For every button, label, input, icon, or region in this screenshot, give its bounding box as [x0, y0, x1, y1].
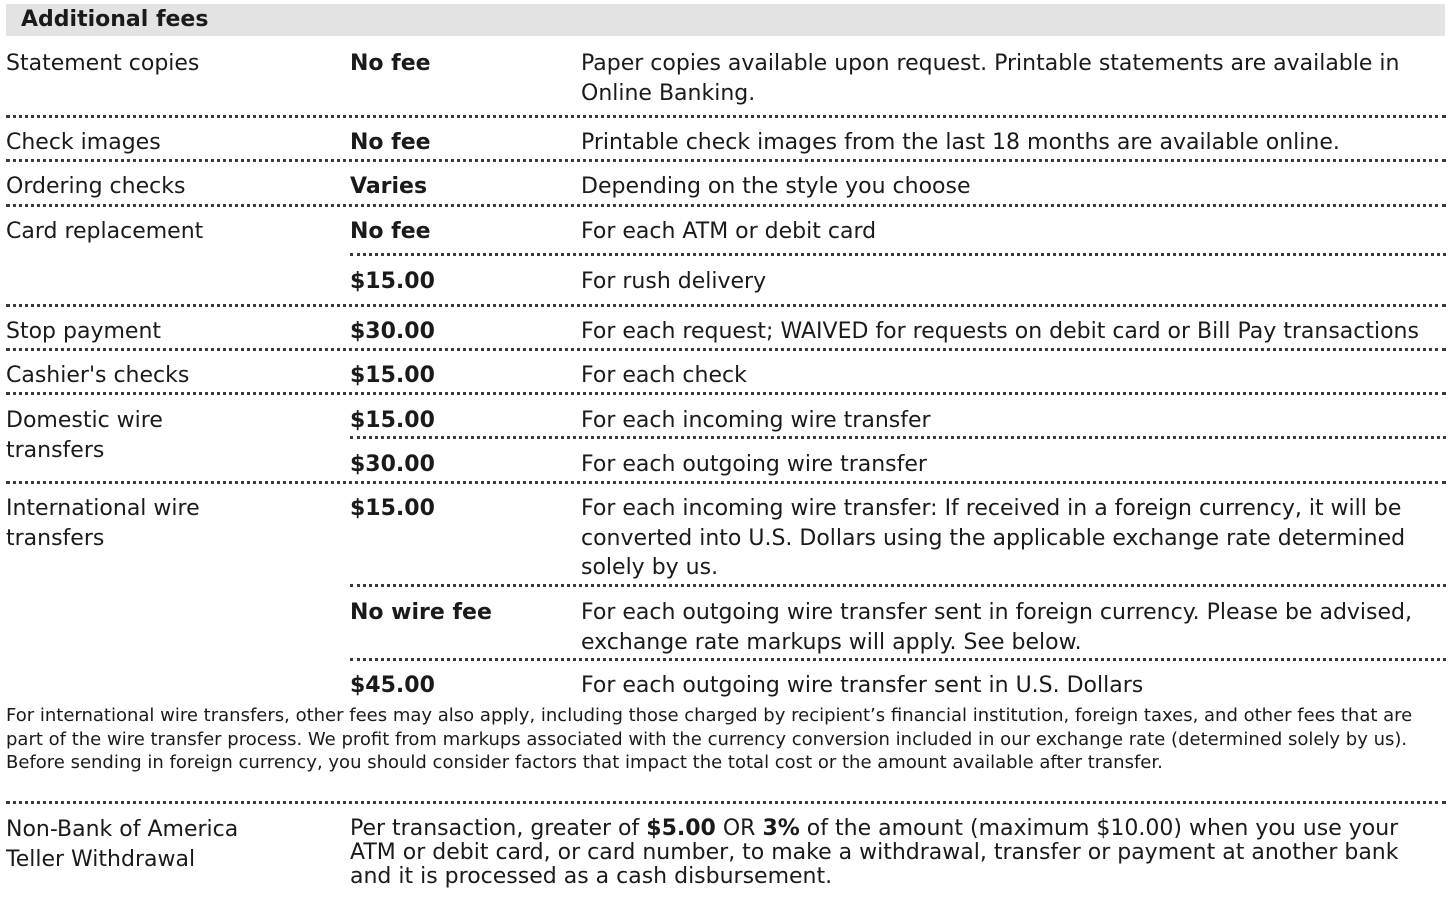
fee-ordering-checks: Varies — [350, 174, 428, 199]
row-label-ordering-checks: Ordering checks — [6, 174, 186, 199]
fee-domestic-incoming: $15.00 — [350, 408, 435, 433]
desc-rush-delivery: For rush delivery — [581, 269, 767, 294]
international-wire-footnote: For international wire transfers, other fees may also apply, including those charged by recipient’s financial institution, foreign taxes, and other fees that are part of the wire transfer process. We profit from markups associated with the currency conversion included in our exchange rate (determined solely by us). Before sending in foreign currency, you should consider factors that impact the total cost or the amount available after transfer. — [6, 705, 1413, 773]
section-title: Additional fees — [21, 7, 209, 32]
row-label-non-boa-teller: Non-Bank of America Teller Withdrawal — [6, 817, 239, 872]
desc-international-incoming: For each incoming wire transfer: If received in a foreign currency, it will be converted into U.S. Dollars using the applicable exchange rate determined solely by us. — [581, 496, 1406, 580]
desc-statement-copies: Paper copies available upon request. Printable statements are available in Online Banking. — [581, 51, 1400, 106]
fee-stop-payment: $30.00 — [350, 319, 435, 344]
row-divider — [6, 348, 1446, 351]
desc-check-images: Printable check images from the last 18 months are available online. — [581, 130, 1340, 155]
fee-cashiers-checks: $15.00 — [350, 363, 435, 388]
fee-international-outgoing-foreign: No wire fee — [350, 600, 492, 625]
row-label-statement-copies: Statement copies — [6, 51, 200, 76]
desc-international-outgoing-foreign: For each outgoing wire transfer sent in foreign currency. Please be advised, exchange rate markups will apply. See below. — [581, 600, 1412, 655]
sub-row-divider — [350, 584, 1446, 587]
sub-row-divider — [350, 658, 1446, 661]
row-label-check-images: Check images — [6, 130, 161, 155]
sub-row-divider — [350, 253, 1446, 256]
fee-international-incoming: $15.00 — [350, 496, 435, 521]
fee-rush-delivery: $15.00 — [350, 269, 435, 294]
sub-row-divider — [350, 436, 1446, 439]
row-divider — [6, 204, 1446, 207]
fee-card-replacement: No fee — [350, 219, 431, 244]
fee-domestic-outgoing: $30.00 — [350, 452, 435, 477]
non-boa-or: OR — [715, 816, 763, 841]
desc-international-outgoing-usd: For each outgoing wire transfer sent in U.S. Dollars — [581, 673, 1144, 698]
desc-non-boa-teller — [350, 817, 1446, 889]
row-divider — [6, 304, 1446, 307]
row-label-card-replacement: Card replacement — [6, 219, 204, 244]
non-boa-desc-prefix: Per transaction, greater of — [350, 816, 647, 841]
row-label-stop-payment: Stop payment — [6, 319, 162, 344]
section-header — [6, 4, 1445, 36]
row-divider — [6, 392, 1446, 395]
row-label-international-wire: International wire transfers — [6, 496, 200, 551]
row-divider — [6, 801, 1446, 804]
fee-statement-copies: No fee — [350, 51, 431, 76]
desc-stop-payment: For each request; WAIVED for requests on debit card or Bill Pay transactions — [581, 319, 1419, 344]
non-boa-amount: $5.00 — [646, 816, 716, 841]
row-divider — [6, 115, 1446, 118]
desc-card-replacement: For each ATM or debit card — [581, 219, 877, 244]
desc-cashiers-checks: For each check — [581, 363, 747, 388]
desc-domestic-incoming: For each incoming wire transfer — [581, 408, 931, 433]
row-label-cashiers-checks: Cashier's checks — [6, 363, 190, 388]
fee-check-images: No fee — [350, 130, 431, 155]
non-boa-desc-suffix: of the amount (maximum $10.00) when you use your ATM or debit card, or card number, to make a withdrawal, transfer or payment at another bank and it is processed as a cash disbursement. — [350, 816, 1399, 889]
row-divider — [6, 481, 1446, 484]
desc-domestic-outgoing: For each outgoing wire transfer — [581, 452, 927, 477]
non-boa-percent: 3% — [762, 816, 800, 841]
desc-ordering-checks: Depending on the style you choose — [581, 174, 971, 199]
row-label-domestic-wire: Domestic wire transfers — [6, 408, 163, 463]
row-divider — [6, 159, 1446, 162]
fee-international-outgoing-usd: $45.00 — [350, 673, 435, 698]
